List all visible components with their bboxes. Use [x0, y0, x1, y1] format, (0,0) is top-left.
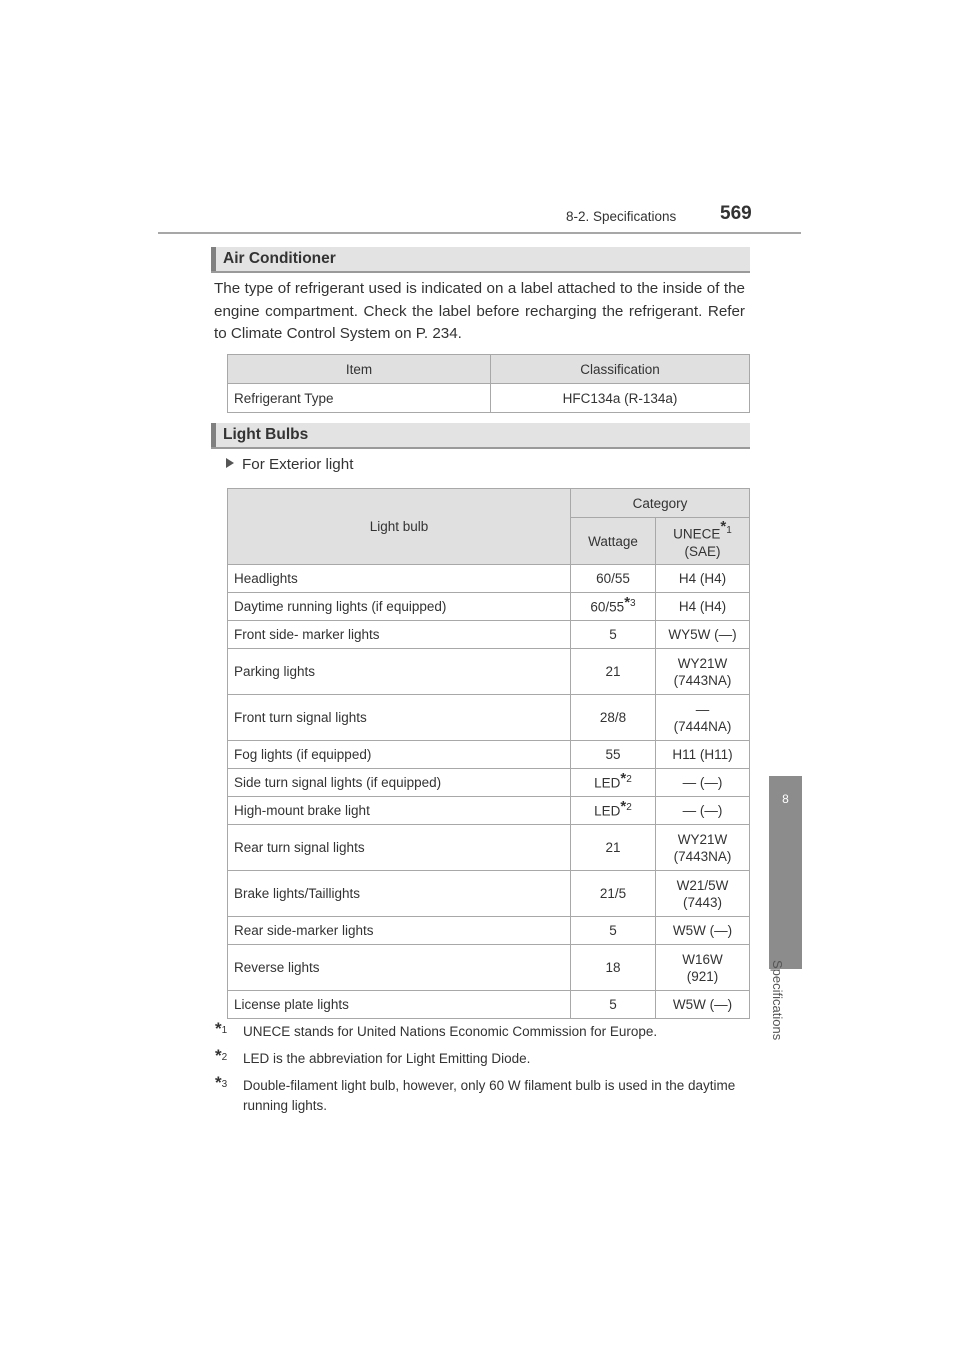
unece-value: H4 (H4)	[678, 599, 727, 614]
table-row	[228, 593, 750, 621]
bulb-wattage	[571, 917, 656, 945]
wattage-value: 5	[609, 923, 617, 938]
column-header-wattage: Wattage	[571, 518, 656, 565]
table-row	[228, 741, 750, 769]
wattage-value: 5	[609, 997, 617, 1012]
wattage-value: 60/55	[596, 571, 630, 586]
table-row	[228, 797, 750, 825]
bulb-name: High-mount brake light	[228, 797, 571, 825]
footnote-star-icon: *	[624, 594, 631, 611]
column-header-item: Item	[228, 355, 491, 384]
table-row	[228, 649, 750, 695]
column-header-classification: Classification	[491, 355, 750, 384]
wattage-value: LED	[594, 775, 621, 791]
light-bulb-table	[227, 488, 750, 1019]
bulb-name: Front turn signal lights	[228, 695, 571, 741]
table-row	[228, 945, 750, 991]
footnote-marker: *$^1$	[215, 1019, 228, 1038]
unece-label: UNECE	[673, 526, 721, 542]
header-rule	[158, 232, 801, 234]
column-header-light-bulb: Light bulb	[228, 489, 571, 565]
bulb-name: Front side- marker lights	[228, 621, 571, 649]
chapter-tab-label: Specifications	[770, 960, 785, 1041]
bulb-rows	[228, 565, 750, 1019]
subheading-text: For Exterior light	[242, 456, 354, 473]
chapter-tab	[769, 776, 802, 969]
wattage-value: 21/5	[599, 886, 627, 901]
table-header-row	[228, 355, 750, 384]
bulb-wattage	[571, 871, 656, 917]
triangle-bullet-icon	[226, 458, 234, 468]
bulb-wattage	[571, 741, 656, 769]
sae-value: (921)	[686, 968, 719, 984]
bulb-wattage	[571, 991, 656, 1019]
bulb-wattage	[571, 565, 656, 593]
sae-label: (SAE)	[684, 543, 721, 559]
exterior-light-subheading	[226, 456, 353, 473]
footnote-star-icon: *	[215, 1073, 222, 1092]
air-conditioner-text: The type of refrigerant used is indicated on a label attached to the inside of the engine compartment. Check the label before recharging the refrigerant. Refer to Climate Control System on P. 234.	[214, 280, 745, 342]
footnote-marker: *$^3$	[215, 1073, 228, 1092]
table-row	[228, 917, 750, 945]
bulb-wattage	[571, 797, 656, 825]
bulb-unece-sae	[656, 741, 750, 769]
unece-value: W5W (—)	[672, 923, 733, 938]
bulb-unece-sae	[656, 769, 750, 797]
chapter-tab-number: 8	[782, 792, 789, 806]
refrigerant-table	[227, 354, 750, 413]
column-header-unece	[656, 518, 750, 565]
wattage-value: 28/8	[599, 710, 627, 725]
table-row	[228, 621, 750, 649]
table-row	[228, 991, 750, 1019]
section-heading-light-bulbs	[211, 423, 750, 449]
bulb-wattage	[571, 769, 656, 797]
page-header	[0, 0, 960, 236]
bulb-unece-sae	[656, 945, 750, 991]
section-heading-bar	[211, 423, 216, 447]
footnotes	[215, 1019, 755, 1123]
bulb-wattage	[571, 621, 656, 649]
sae-value: (7444NA)	[673, 718, 732, 734]
wattage-value: 60/55	[590, 599, 625, 615]
footnote-text: LED is the abbreviation for Light Emitting Diode.	[243, 1051, 531, 1066]
sae-value: (7443NA)	[673, 848, 732, 864]
table-row	[228, 825, 750, 871]
wattage-value: 18	[605, 960, 621, 975]
refrigerant-item: Refrigerant Type	[228, 384, 491, 413]
footnote-star-icon: *	[720, 518, 727, 536]
footnote-star-icon: *	[620, 798, 627, 815]
table-row	[228, 695, 750, 741]
table-row	[228, 769, 750, 797]
footnote-star-icon: *	[620, 770, 627, 787]
bulb-unece-sae	[656, 871, 750, 917]
bulb-unece-sae	[656, 621, 750, 649]
section-title: Light Bulbs	[223, 426, 309, 443]
wattage-value: 21	[605, 664, 621, 679]
header-section-title: 8-2. Specifications	[566, 209, 677, 224]
bulb-unece-sae	[656, 593, 750, 621]
bulb-name: Parking lights	[228, 649, 571, 695]
bulb-name: Side turn signal lights (if equipped)	[228, 769, 571, 797]
footnote-star-icon: *	[215, 1019, 222, 1038]
section-title: Air Conditioner	[223, 250, 336, 267]
bulb-name: Daytime running lights (if equipped)	[228, 593, 571, 621]
table-header-row	[228, 489, 750, 518]
sae-value: (7443NA)	[673, 672, 732, 688]
unece-value: WY5W (—)	[668, 627, 737, 642]
wattage-value: 5	[609, 627, 617, 642]
bulb-name: Rear side-marker lights	[228, 917, 571, 945]
bulb-wattage	[571, 695, 656, 741]
bulb-unece-sae	[656, 649, 750, 695]
column-header-category: Category	[571, 489, 750, 518]
wattage-value: LED	[594, 803, 621, 819]
bulb-name: Headlights	[228, 565, 571, 593]
footnote-star-icon: *	[215, 1046, 222, 1065]
unece-value: H4 (H4)	[678, 571, 727, 586]
table-row	[228, 384, 750, 413]
bulb-wattage	[571, 593, 656, 621]
footnote-ref: 2	[626, 774, 632, 785]
bulb-unece-sae	[656, 797, 750, 825]
bulb-unece-sae	[656, 991, 750, 1019]
unece-value: — (—)	[682, 775, 723, 790]
bulb-wattage	[571, 649, 656, 695]
footnote-ref: 3	[630, 598, 636, 609]
bulb-name: Fog lights (if equipped)	[228, 741, 571, 769]
unece-value: W5W (—)	[672, 997, 733, 1012]
bulb-wattage	[571, 825, 656, 871]
footnote-ref: 2	[626, 802, 632, 813]
wattage-value: 21	[605, 840, 621, 855]
sae-value: (7443)	[682, 894, 723, 910]
unece-value: W16W	[682, 951, 723, 967]
bulb-unece-sae	[656, 917, 750, 945]
unece-value: — (—)	[682, 803, 723, 818]
refrigerant-classification: HFC134a (R-134a)	[491, 384, 750, 413]
bulb-name: Rear turn signal lights	[228, 825, 571, 871]
bulb-unece-sae	[656, 695, 750, 741]
wattage-value: 55	[605, 747, 621, 762]
table-row	[228, 565, 750, 593]
footnote-text: UNECE stands for United Nations Economic Commission for Europe.	[243, 1024, 658, 1039]
bulb-name: Brake lights/Taillights	[228, 871, 571, 917]
unece-value: WY21W	[677, 831, 728, 847]
footnote-text: Double-filament light bulb, however, only 60 W filament bulb is used in the daytime running lights.	[243, 1078, 736, 1113]
bulb-wattage	[571, 945, 656, 991]
table-row	[228, 871, 750, 917]
section-heading-bar	[211, 247, 216, 271]
unece-value: W21/5W	[676, 877, 729, 893]
footnote	[215, 1073, 755, 1116]
unece-value: —	[695, 701, 710, 717]
bulb-name: Reverse lights	[228, 945, 571, 991]
unece-value: WY21W	[677, 655, 728, 671]
footnote-ref: 1	[726, 525, 732, 537]
bulb-unece-sae	[656, 565, 750, 593]
unece-value: H11 (H11)	[672, 747, 733, 762]
section-heading-air-conditioner	[211, 247, 750, 273]
footnote-marker: *$^2$	[215, 1046, 228, 1065]
bulb-unece-sae	[656, 825, 750, 871]
bulb-name: License plate lights	[228, 991, 571, 1019]
page-number: 569	[720, 203, 752, 224]
footnote	[215, 1019, 755, 1042]
footnote	[215, 1046, 755, 1069]
